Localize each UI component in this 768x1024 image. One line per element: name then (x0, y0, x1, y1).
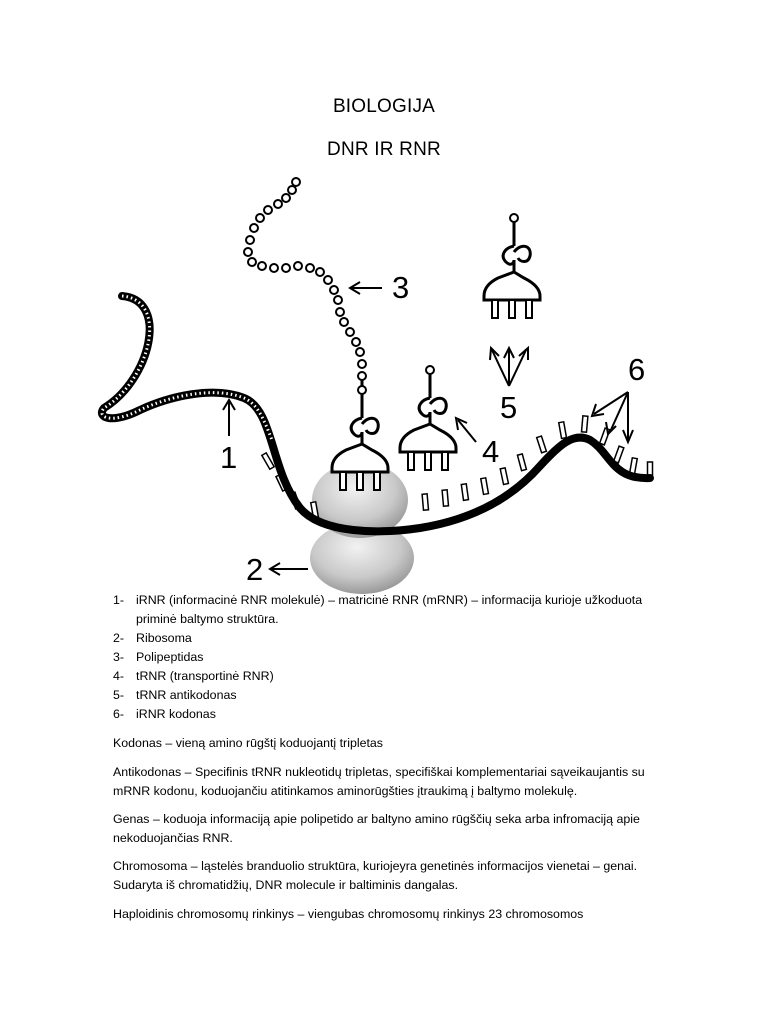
legend-number: 4- (113, 669, 125, 683)
trna-approaching (400, 366, 456, 470)
definition-haploidinis: Haploidinis chromosomų rinkinys – viengubas chromosomų rinkinys 23 chromosomos (113, 907, 584, 921)
legend-text: Polipeptidas (136, 650, 204, 664)
label-5: 5 (500, 390, 518, 425)
trna-free (484, 214, 540, 318)
label-2: 2 (246, 552, 264, 587)
trna-in-ribosome (332, 386, 388, 490)
legend-item (113, 648, 673, 667)
label-1: 1 (220, 440, 238, 475)
label-6: 6 (628, 352, 646, 387)
legend-number: 6- (113, 707, 125, 721)
legend-item (113, 591, 673, 629)
legend-number: 5- (113, 688, 125, 702)
legend-list (113, 591, 673, 724)
legend-text: Ribosoma (136, 631, 192, 645)
legend-number: 1- (113, 593, 125, 607)
legend-number: 2- (113, 631, 125, 645)
page-subtitle: DNR IR RNR (327, 139, 441, 160)
translation-diagram (0, 160, 768, 600)
legend-item (113, 686, 673, 705)
definition-genas: Genas – koduoja informaciją apie polipetido ar baltyno amino rūgščių seka arba infromaciją apie nekoduojančias RNR. (113, 812, 640, 845)
legend-item (113, 705, 673, 724)
legend-text: iRNR kodonas (136, 707, 216, 721)
label-3: 3 (392, 270, 410, 305)
definition-kodonas: Kodonas – vieną amino rūgštį koduojantį tripletas (113, 736, 384, 750)
legend-item (113, 629, 673, 648)
definition-antikodonas: Antikodonas – Specifinis tRNR nukleotidų tripletas, specifiškai komplementariai sąveikaujantis su mRNR kodonu, koduojančiu atitinkamos aminorūgšties įtraukimą į baltymo molekulę. (113, 765, 645, 798)
definition-chromosoma: Chromosoma – ląstelės branduolio struktūra, kuriojeyra genetinės informacijos vienetai – genai. Sudaryta iš chromatidžių, DNR molecule ir baltiminis dangalas. (113, 859, 638, 892)
legend-text: iRNR (informacinė RNR molekulė) – matricinė RNR (mRNR) – informacija kurioje užkoduota priminė baltymo struktūra. (136, 593, 643, 626)
legend-item (113, 667, 673, 686)
legend-number: 3- (113, 650, 125, 664)
page-title: BIOLOGIJA (332, 96, 436, 117)
label-4: 4 (482, 434, 500, 469)
polypeptide-chain (244, 178, 366, 380)
legend-text: tRNR antikodonas (136, 688, 237, 702)
legend-text: tRNR (transportinė RNR) (136, 669, 274, 683)
